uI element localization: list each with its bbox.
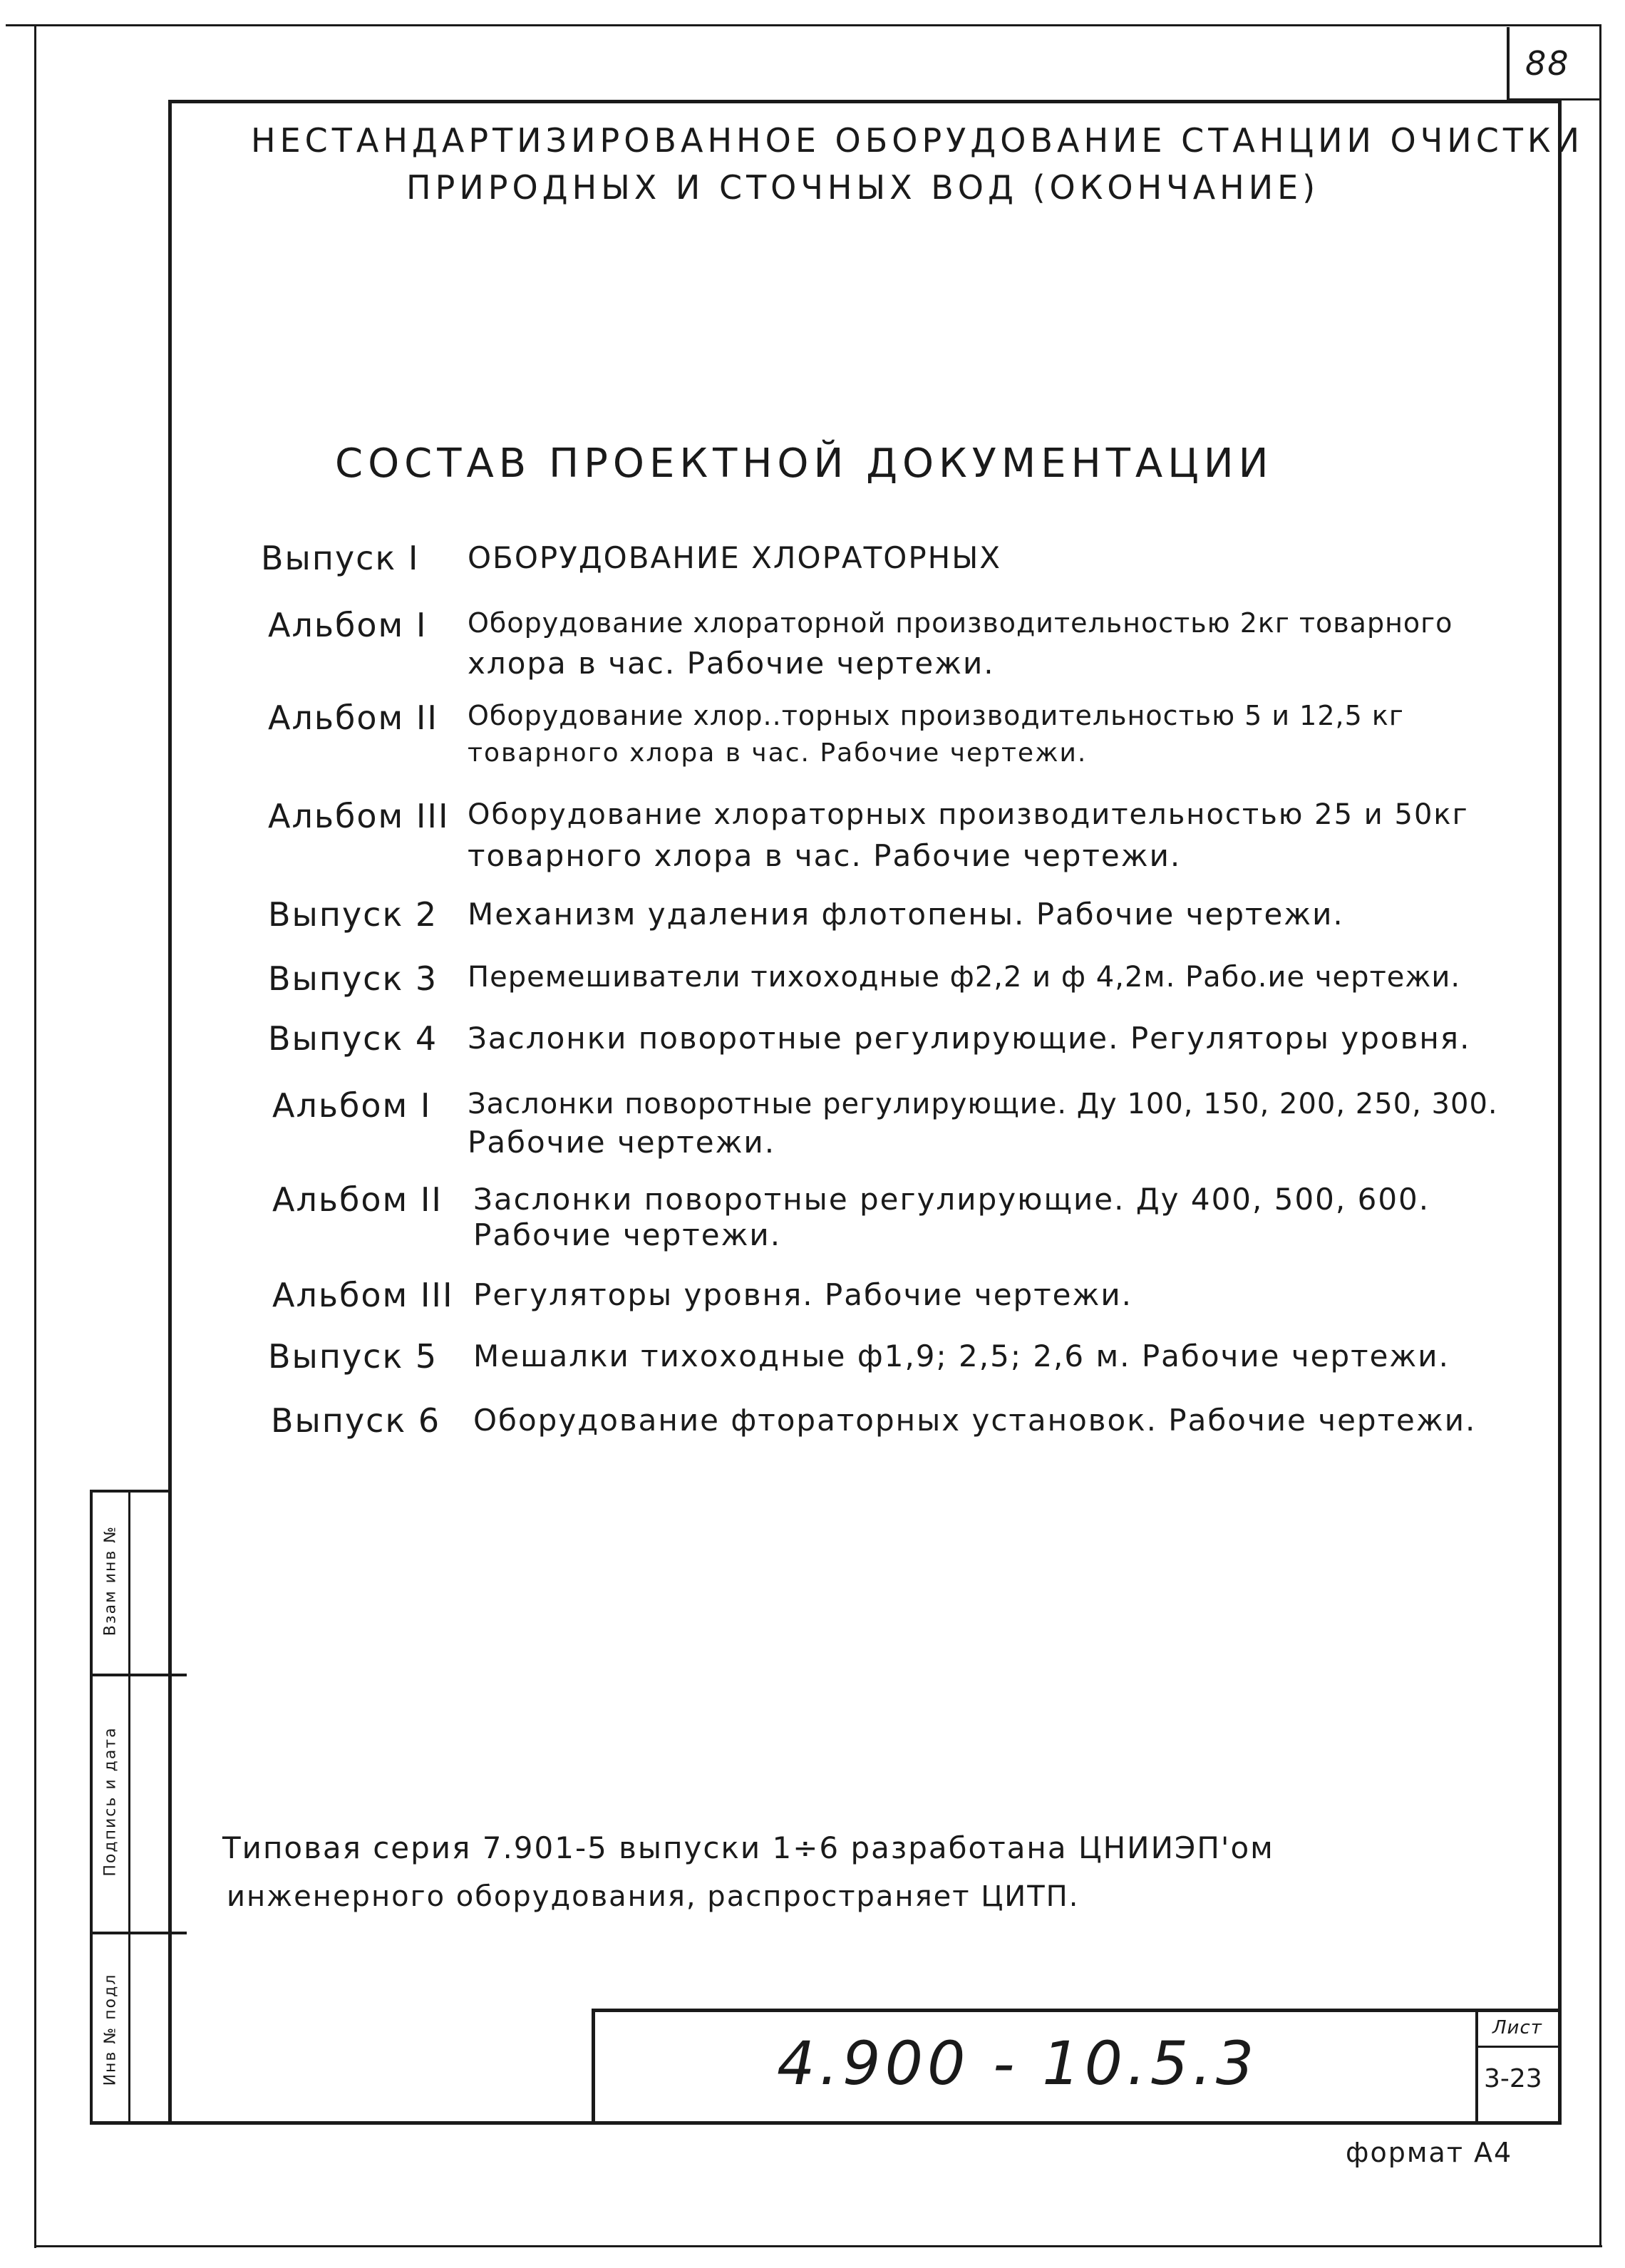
title-block-left	[592, 2009, 595, 2123]
frame-right	[1558, 100, 1562, 2124]
item-desc: хлора в час. Рабочие чертежи.	[468, 646, 995, 681]
item-desc: Регуляторы уровня. Рабочие чертежи.	[473, 1277, 1133, 1312]
item-label: Выпуск 6	[271, 1401, 441, 1440]
frame-top	[168, 100, 1561, 103]
stamp-vzam: Взам инв №	[101, 1525, 120, 1636]
item-desc: Рабочие чертежи.	[468, 1125, 776, 1160]
section-title: СОСТАВ ПРОЕКТНОЙ ДОКУМЕНТАЦИИ	[335, 440, 1274, 487]
item-label: Альбом III	[268, 797, 450, 835]
item-label: Альбом I	[272, 1086, 432, 1125]
sheet-number-box-left	[1507, 27, 1510, 100]
item-desc: Оборудование хлораторной производительностью 2кг товарного	[468, 607, 1453, 639]
item-desc: Заслонки поворотные регулирующие. Регуляторы уровня.	[468, 1021, 1471, 1056]
item-desc: Оборудование хлор..торных производительностью 5 и 12,5 кг	[468, 700, 1404, 731]
stamp-podpis: Подпись и дата	[101, 1726, 120, 1877]
item-desc: Оборудование хлораторных производительностью 25 и 50кг	[468, 798, 1469, 831]
item-desc: Заслонки поворотные регулирующие. Ду 100, 150, 200, 250, 300.	[468, 1088, 1498, 1120]
item-label: Выпуск 3	[268, 959, 438, 998]
sheet-number: 88	[1525, 44, 1570, 83]
item-desc: Оборудование фтораторных установок. Рабочие чертежи.	[473, 1403, 1477, 1438]
header-line-2: ПРИРОДНЫХ И СТОЧНЫХ ВОД (ОКОНЧАНИЕ)	[406, 168, 1320, 207]
corner-mark	[6, 24, 84, 26]
item-desc: товарного хлора в час. Рабочие чертежи.	[468, 838, 1182, 873]
title-block-top	[592, 2009, 1561, 2012]
footer-note-line-1: Типовая серия 7.901-5 выпуски 1÷6 разработана ЦНИИЭП'ом	[222, 1830, 1274, 1865]
outer-border-bottom	[34, 2245, 1602, 2247]
item-label: Альбом II	[272, 1180, 443, 1219]
frame-bottom	[90, 2121, 1562, 2125]
stamp-divider-1	[90, 1674, 187, 1676]
header-line-1: НЕСТАНДАРТИЗИРОВАННОЕ ОБОРУДОВАНИЕ СТАНЦИИ ОЧИСТКИ	[251, 121, 1584, 160]
list-label: Лист	[1492, 2017, 1542, 2038]
outer-border-right	[1599, 24, 1601, 2247]
item-label: Альбом I	[268, 606, 428, 644]
list-value: 3-23	[1484, 2064, 1542, 2093]
frame-left	[168, 100, 172, 2124]
item-label: Выпуск 2	[268, 895, 438, 934]
outer-border-left	[34, 24, 36, 2248]
item-label: Альбом III	[272, 1276, 454, 1314]
footer-note-line-2: инженерного оборудования, распространяет ЦИТП.	[227, 1880, 1080, 1913]
outer-border-top	[41, 24, 1601, 26]
document-code: 4.900 - 10.5.3	[777, 2029, 1259, 2098]
item-desc: товарного хлора в час. Рабочие чертежи.	[468, 738, 1088, 768]
stamp-strip-top	[90, 1490, 172, 1493]
item-desc: Мешалки тихоходные ф1,9; 2,5; 2,6 м. Рабочие чертежи.	[473, 1339, 1450, 1373]
item-desc: ОБОРУДОВАНИЕ ХЛОРАТОРНЫХ	[468, 540, 1002, 575]
item-desc: Перемешиватели тихоходные ф2,2 и ф 4,2м. Рабо.ие чертежи.	[468, 961, 1461, 994]
item-label: Выпуск I	[261, 539, 420, 577]
item-desc: Заслонки поворотные регулирующие. Ду 400, 500, 600.	[473, 1182, 1430, 1217]
stamp-divider-2	[90, 1932, 187, 1934]
item-label: Выпуск 5	[268, 1337, 438, 1376]
stamp-inv: Инв № подл	[101, 1973, 120, 2086]
item-desc: Рабочие чертежи.	[473, 1217, 782, 1252]
list-cell-divider	[1475, 2046, 1559, 2048]
item-label: Выпуск 4	[268, 1019, 438, 1058]
sheet-number-box-bottom	[1507, 98, 1599, 100]
title-block-divider	[1475, 2009, 1478, 2123]
format-label: формат А4	[1346, 2137, 1513, 2168]
stamp-inner-line	[128, 1490, 130, 2124]
item-label: Альбом II	[268, 699, 438, 737]
stamp-strip-left	[90, 1490, 93, 2124]
item-desc: Механизм удаления флотопены. Рабочие чертежи.	[468, 897, 1344, 932]
